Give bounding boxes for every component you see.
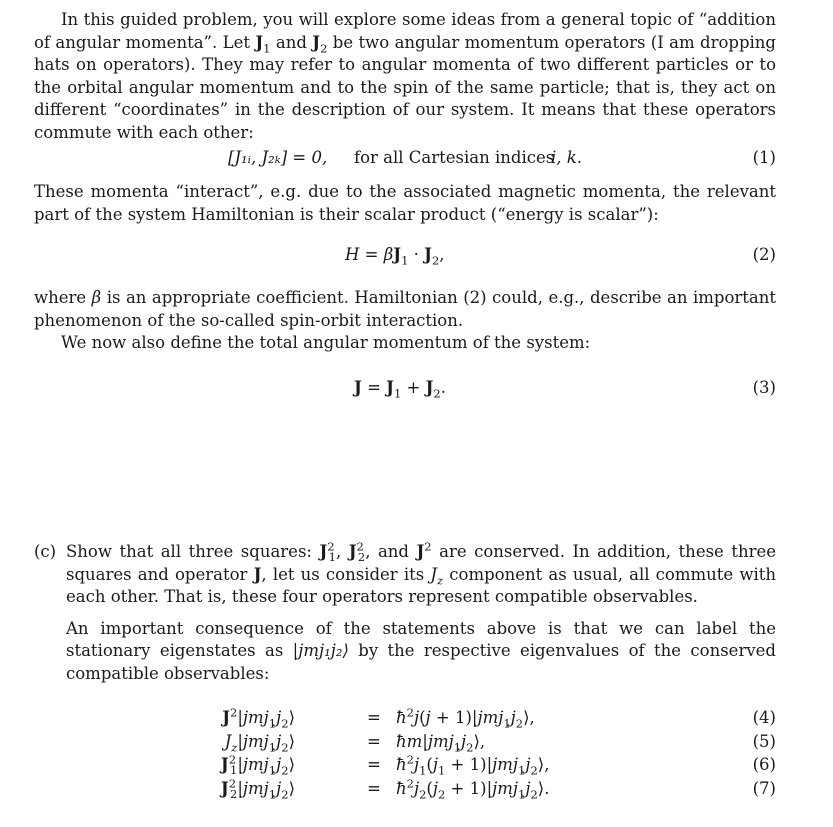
eq5-equals: = [367, 731, 381, 751]
equation-2 [34, 244, 776, 266]
equation-3 [34, 377, 776, 399]
eq6-lhs: $J^2_1|jmj_1j_2⟩$ [220, 752, 295, 778]
part-c-body [66, 541, 776, 685]
eigenvalue-equations [34, 707, 776, 801]
part-c-text-e: component as usual, all commute with each other. That is, these four operators represent compatible observables. [66, 564, 777, 606]
equation-1-math: [J₁ᵢ, J₂ₖ] = 0, [228, 148, 328, 167]
eq5-lhs: $J_z|jmj_1j_2⟩$ [224, 731, 295, 754]
eq4-lhs: $J^2|jmj_1j_2⟩$ [222, 705, 295, 731]
part-c-text-c: are conserved. In addition, these three squares and operator [66, 542, 776, 584]
eq7-number: (7) [752, 778, 776, 798]
intro-paragraph [34, 9, 776, 144]
eq5-number: (5) [752, 731, 776, 751]
eq3-j2: J [425, 378, 434, 397]
j2-symbol: J [312, 32, 321, 52]
part-c-text-a: Show that all three squares: [66, 542, 320, 561]
j1-subscript: 1 [263, 40, 271, 55]
part-c-question: Show that all three squares: $J^2_1$, $J^2_2$, and $J^2$ are conserved. In addition, these three squares and operator J, let us consider its $J_z$ component as usual, all commute with each other. That is, these four operators represent compatible observables. [66, 539, 777, 606]
eq6-rhs: $ħ^2j_1(j_1$ + $1)|jmj_1j_2⟩$, [396, 752, 550, 778]
part-c-text-g: by the respective eigenvalues of the conserved compatible observables: [66, 641, 776, 683]
eq7-equals: = [367, 778, 381, 798]
beta-symbol: β [383, 245, 394, 264]
total-momentum-intro: We now also define the total angular momentum of the system: [61, 333, 591, 352]
hamiltonian-symbol: H [345, 245, 360, 264]
equation-3-number: (3) [752, 378, 776, 397]
part-c-text-d: , let us consider its [261, 564, 431, 584]
para3-text-a: where [34, 288, 92, 307]
eq4-number: (4) [752, 708, 776, 727]
jz-subscript: z [437, 572, 444, 587]
j1-symbol: J [255, 32, 264, 52]
total-j-symbol: J [354, 378, 362, 397]
eq5-rhs: $ħm|jmj_1j_2⟩$, [396, 731, 486, 754]
eq7-lhs: $J^2_2|jmj_1j_2⟩$ [220, 776, 295, 801]
part-c-label: (c) [34, 542, 57, 561]
eq3-j1: J [386, 378, 394, 397]
equals-sign: = [364, 245, 379, 264]
equation-1-number: (1) [752, 148, 776, 167]
equation-3-math [354, 377, 446, 400]
para3-beta: β [91, 288, 102, 307]
eq4-rhs: $ħ^2j(j$ + $1)|jmj_1j_2⟩$, [396, 705, 535, 731]
eq3-equals: = [367, 378, 381, 397]
equation-2-math: $H = \beta J_1 \cdot J_2$, [345, 245, 445, 268]
eq3-j2-sub: 2 [433, 386, 441, 401]
eq3-period: . [440, 378, 446, 397]
equation-1-indices: i, k. [551, 148, 583, 167]
eq4-equals: = [367, 708, 381, 727]
intro-text-b: be two angular momentum operators (I am dropping hats on operators). They may refer to angular momenta of two different particles or to the orbital angular momentum and to the spin of the same particle; that is, they act on different “coordinates” in the description of our system. It means that these operators commute with each other: [34, 32, 776, 142]
equation-row-5 [34, 731, 776, 755]
intro-and: and [270, 32, 313, 52]
equation-1 [34, 147, 776, 169]
intro-text-a: In this guided problem, you will explore some ideas from a general topic of “addition of angular momenta”. Let [34, 10, 776, 52]
interaction-paragraph: These momenta “interact”, e.g. due to the associated magnetic momenta, the relevant part of the system Hamiltonian is their scalar product (“energy is scalar”): [34, 182, 776, 224]
equation-row-6 [34, 754, 776, 778]
coefficient-paragraph [34, 287, 776, 332]
part-c-text-f: An important consequence of the statements above is that we can label the stationary eigenstates as [66, 618, 776, 660]
eigenstate-ket: |jmj₁j₂⟩ [292, 641, 349, 660]
eq2-j2-sub: 2 [431, 253, 440, 268]
eq3-j1-sub: 1 [393, 386, 402, 401]
part-c-text-b: , and [365, 542, 417, 561]
equation-row-4 [34, 707, 776, 731]
equation-row-7 [34, 778, 776, 802]
eq6-equals: = [367, 755, 381, 774]
para3-text-b: is an appropriate coefficient. Hamiltonian (2) could, e.g., describe an important phenomenon of the so-called spin-orbit interaction. [34, 288, 776, 330]
eq2-j2: J [424, 245, 432, 264]
equation-1-text: for all Cartesian indices [354, 148, 555, 167]
eq2-j1: J [393, 245, 402, 264]
equation-2-number: (2) [752, 245, 776, 264]
jz-symbol: J [430, 564, 438, 584]
eq2-comma: , [439, 245, 445, 264]
part-c-consequence [66, 618, 776, 686]
eq3-plus: + [406, 378, 421, 397]
j2-subscript: 2 [320, 40, 328, 55]
eq2-j1-sub: 1 [401, 253, 409, 268]
eq6-number: (6) [752, 755, 776, 774]
eq7-rhs: $ħ^2j_2(j_2$ + $1)|jmj_1j_2⟩$. [396, 776, 550, 801]
